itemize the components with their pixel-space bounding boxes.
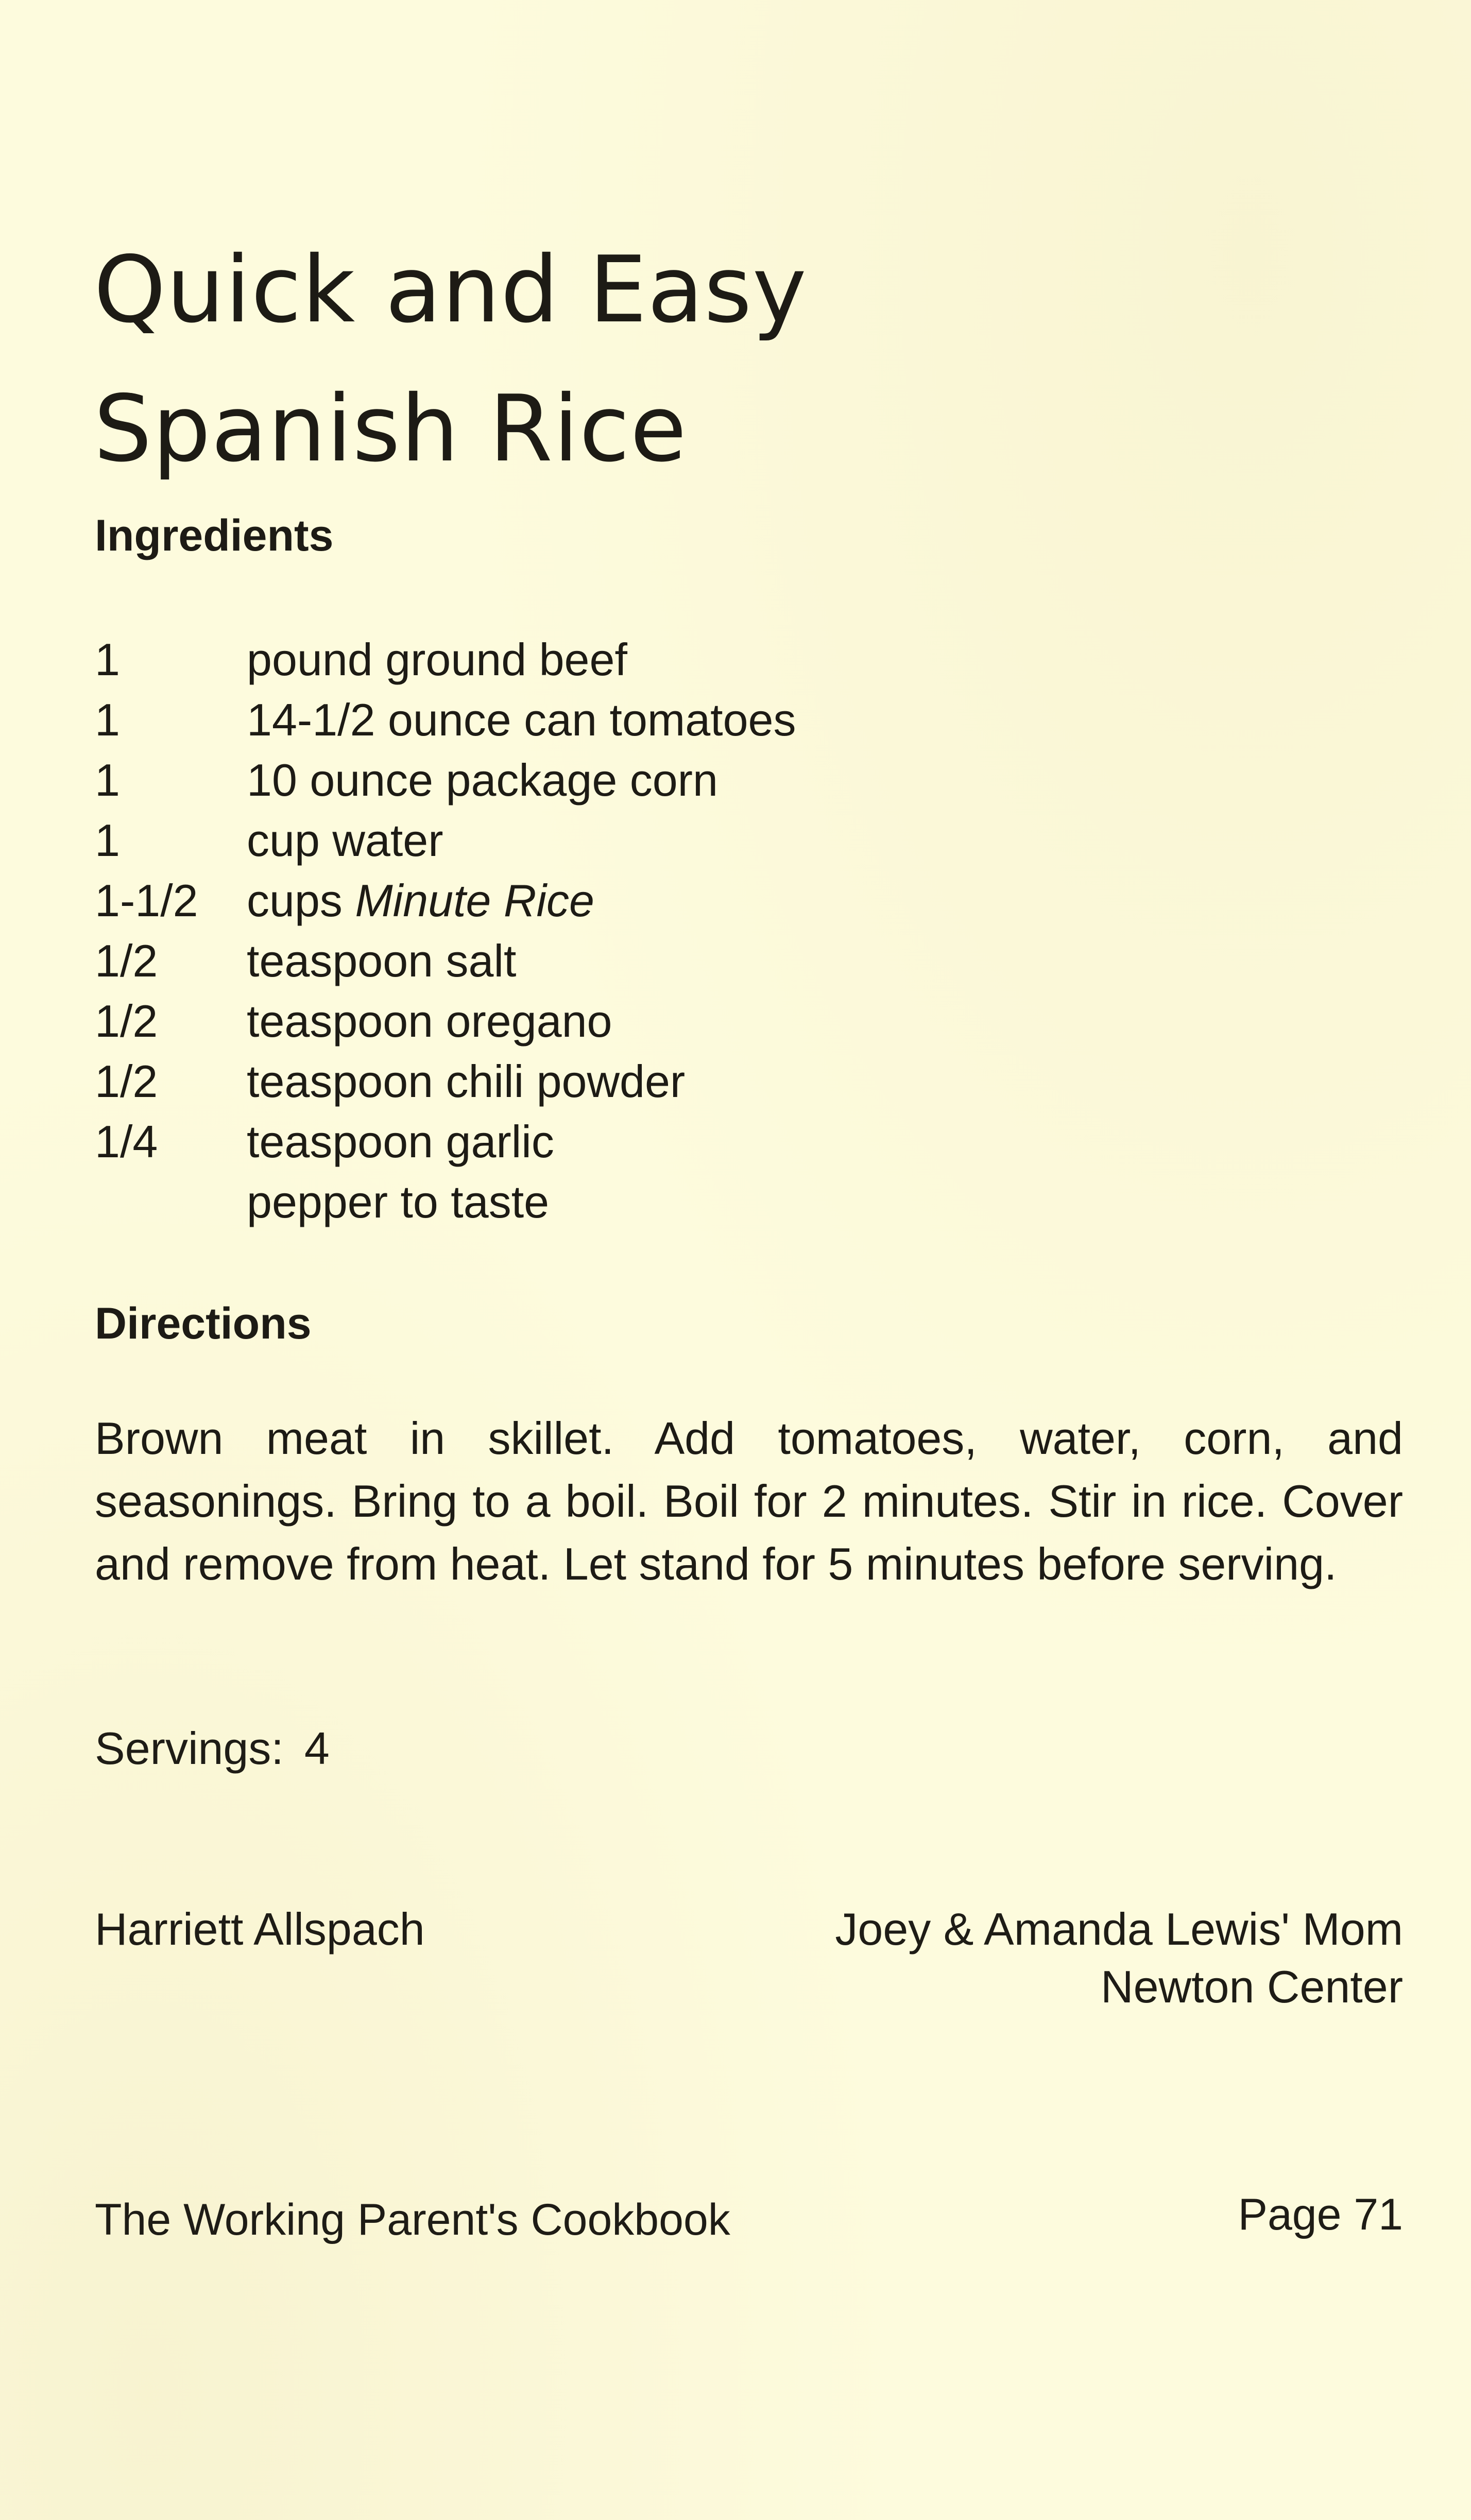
ingredient-row	[95, 1051, 796, 1111]
servings	[95, 1720, 330, 1777]
contributor-relation: Joey & Amanda Lewis' Mom	[835, 1904, 1403, 1955]
ingredient-quantity: 1	[95, 815, 120, 866]
directions-text: Brown meat in skillet. Add tomatoes, water, corn, and seasonings. Bring to a boil. Boil for 2 minutes. Stir in rice. Cover and remove from heat. Let stand for 5 minutes before serving.	[95, 1413, 1403, 1589]
ingredient-quantity: 1/2	[95, 935, 158, 986]
servings-label: Servings:	[95, 1723, 284, 1774]
ingredient-item: teaspoon chili powder	[247, 1056, 686, 1107]
ingredient-item-prefix: cups	[247, 875, 343, 926]
ingredient-row	[95, 1172, 796, 1232]
ingredient-quantity: 1/4	[95, 1116, 158, 1167]
ingredient-row	[95, 750, 796, 810]
ingredient-row	[95, 690, 796, 750]
ingredient-item: teaspoon salt	[247, 935, 517, 986]
contributor-location: Newton Center	[1101, 1961, 1403, 2012]
ingredient-quantity: 1	[95, 755, 120, 805]
ingredient-quantity: 1/2	[95, 996, 158, 1047]
ingredient-item	[247, 870, 594, 931]
ingredient-row	[95, 810, 796, 870]
footer-page-number: Page 71	[1238, 2190, 1403, 2239]
ingredients-list	[95, 629, 796, 1232]
directions-heading: Directions	[95, 1299, 312, 1348]
contributor-affiliation	[835, 1900, 1403, 2016]
ingredients-heading: Ingredients	[95, 511, 334, 560]
ingredient-item: teaspoon garlic	[247, 1116, 554, 1167]
contributor-name: Harriett Allspach	[95, 1904, 425, 1955]
ingredient-item: teaspoon oregano	[247, 996, 612, 1047]
servings-value: 4	[304, 1723, 330, 1774]
recipe-title	[94, 220, 807, 499]
ingredient-item: 14-1/2 ounce can tomatoes	[247, 694, 796, 745]
ingredient-row	[95, 629, 796, 690]
ingredient-row	[95, 1111, 796, 1172]
recipe-title-line-1: Quick and Easy	[94, 236, 807, 343]
footer-book-title: The Working Parent's Cookbook	[95, 2195, 730, 2244]
ingredient-quantity: 1	[95, 694, 120, 745]
recipe-title-line-2: Spanish Rice	[94, 375, 687, 482]
ingredient-row	[95, 931, 796, 991]
ingredient-item: cup water	[247, 815, 443, 866]
ingredient-row	[95, 991, 796, 1051]
ingredient-item: pound ground beef	[247, 634, 627, 685]
ingredient-quantity: 1-1/2	[95, 875, 198, 926]
ingredient-quantity: 1	[95, 634, 120, 685]
ingredient-quantity	[95, 1172, 247, 1232]
ingredient-item: pepper to taste	[247, 1176, 550, 1227]
ingredient-row	[95, 870, 796, 931]
ingredient-item-brand: Minute Rice	[355, 875, 594, 926]
ingredient-quantity: 1/2	[95, 1056, 158, 1107]
ingredient-item: 10 ounce package corn	[247, 755, 718, 805]
